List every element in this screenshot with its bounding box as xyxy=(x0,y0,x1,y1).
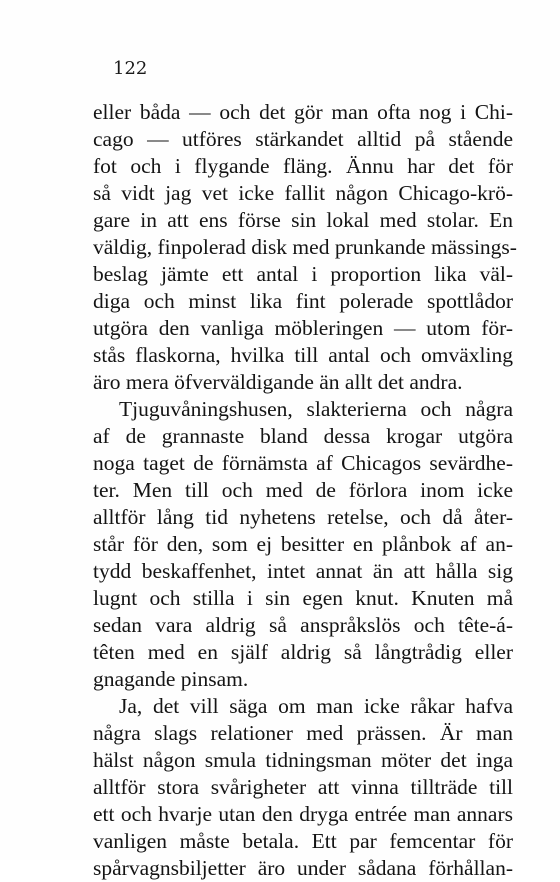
text-line: gnagande pinsam. xyxy=(93,667,249,691)
text-line: vanligen måste betala. Ett par femcentar för xyxy=(93,829,513,853)
text-line: stås flaskorna, hvilka till antal och omväxling xyxy=(93,343,513,367)
text-line: fot och i flygande fläng. Ännu har det för xyxy=(93,154,513,178)
text-line: ter. Men till och med de förlora inom icke xyxy=(93,478,513,502)
body-text xyxy=(93,99,517,882)
text-line: äro mera öfverväldigande än allt det andra. xyxy=(93,370,463,394)
text-line: står för den, som ej besitter en plånbok af an- xyxy=(93,532,513,556)
text-line: några slags relationer med prässen. Är man xyxy=(93,721,513,745)
text-line: lugnt och stilla i sin egen knut. Knuten må xyxy=(93,586,513,610)
text-line: alltför lång tid nyhetens retelse, och då åter- xyxy=(93,505,513,529)
text-line: Ja, det vill säga om man icke råkar hafva xyxy=(119,694,513,718)
text-line: gare in att ens förse sin lokal med stolar. En xyxy=(93,208,513,232)
text-line: hälst någon smula tidningsman möter det inga xyxy=(93,748,513,772)
text-line: beslag jämte ett antal i proportion lika väl- xyxy=(93,262,513,286)
text-line: ett och hvarje utan den dryga entrée man annars xyxy=(93,802,513,826)
text-line: alltför stora svårigheter att vinna tillträde till xyxy=(93,775,513,799)
text-line: têten med en själf aldrig så långtrådig eller xyxy=(93,640,513,664)
text-line: cago — utföres stärkandet alltid på stående xyxy=(93,127,513,151)
text-line: af de grannaste bland dessa krogar utgöra xyxy=(93,424,513,448)
text-line: Tjuguvåningshusen, slakterierna och några xyxy=(119,397,513,421)
text-line: spårvagnsbiljetter äro under sådana förhållan- xyxy=(93,856,513,880)
text-line: tydd beskaffenhet, intet annat än att hålla sig xyxy=(93,559,513,583)
text-line: eller båda — och det gör man ofta nog i Chi- xyxy=(93,100,513,124)
text-line: så vidt jag vet icke fallit någon Chicago-krö- xyxy=(93,181,513,205)
text-line: sedan vara aldrig så anspråkslös och tête-á- xyxy=(93,613,513,637)
page-number: 122 xyxy=(113,58,148,79)
text-line: utgöra den vanliga möbleringen — utom för- xyxy=(93,316,513,340)
text-line: diga och minst lika fint polerade spottlådor xyxy=(93,289,513,313)
text-line: noga taget de förnämsta af Chicagos sevärdhe- xyxy=(93,451,513,475)
text-line: väldig, finpolerad disk med prunkande mässings- xyxy=(93,235,517,259)
